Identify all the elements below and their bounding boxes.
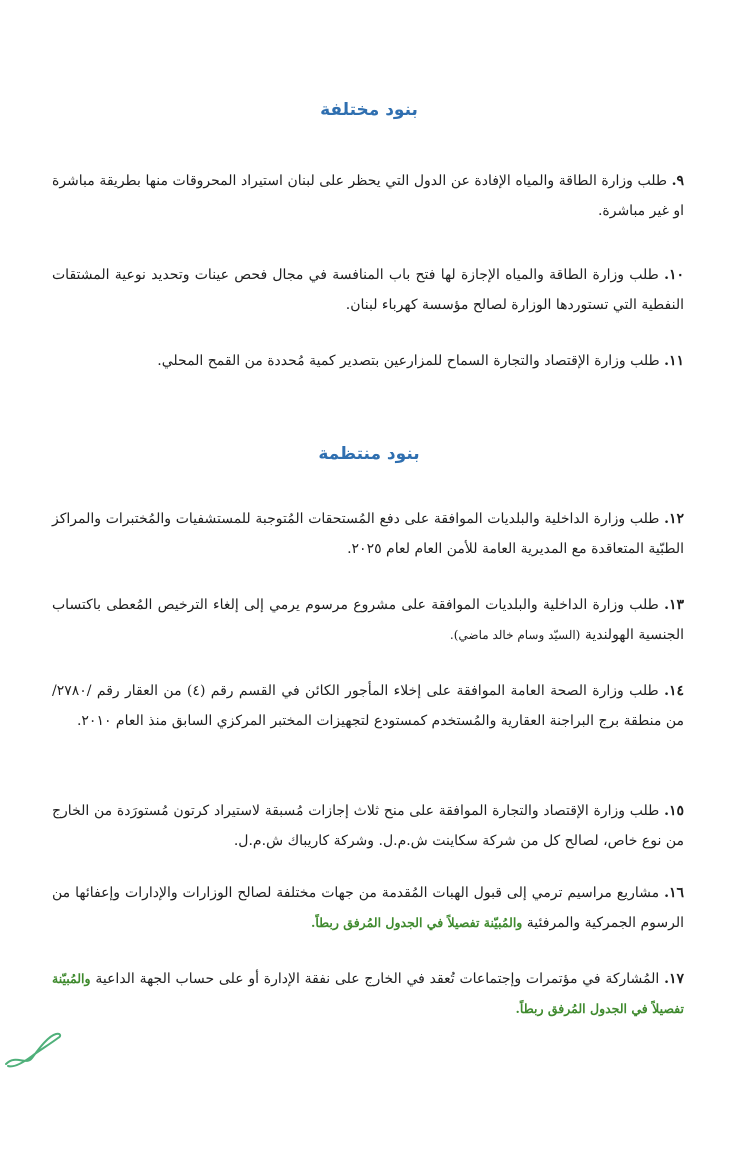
- item-14-text: طلب وزارة الصحة العامة الموافقة على إخلاء المأجور الكائن في القسم رقم (٤) من العقار رقم /٢٧٨٠/ من منطقة برج البراجنة العقارية والمُستخدم كمستودع لتجهيزات المختبر المركزي السابق منذ العام ٢٠١٠.: [52, 683, 684, 729]
- item-13-note: (السيّد وسام خالد ماضي).: [449, 628, 581, 642]
- item-10: [52, 260, 684, 320]
- item-17-number: ١٧.: [664, 971, 684, 987]
- item-15-text: طلب وزارة الإقتصاد والتجارة الموافقة على منح ثلاث إجازات مُسبقة لاستيراد كرتون مُستورَدة من الخارج من نوع خاص، لصالح كل من شركة سكاينت ش.م.ل. وشركة كاريباك ش.م.ل.: [52, 803, 684, 849]
- item-17-table-note: والمُبيّنة تفصيلاً في الجدول المُرفق ربطاً.: [52, 971, 684, 1016]
- item-12-text: طلب وزارة الداخلية والبلديات الموافقة على دفع المُستحقات المُتوجبة للمستشفيات والمُختبرات والمراكز الطبّية المتعاقدة مع المديرية العامة للأمن العام لعام ٢٠٢٥.: [52, 511, 684, 557]
- item-9: [52, 166, 684, 226]
- item-17-text: المُشاركة في مؤتمرات وإجتماعات تُعقد في الخارج على نفقة الإدارة أو على حساب الجهة الداعية: [95, 971, 660, 987]
- item-13-number: ١٣.: [664, 597, 685, 613]
- item-11: [52, 346, 684, 376]
- item-11-text: طلب وزارة الإقتصاد والتجارة السماح للمزارعين بتصدير كمية مُحددة من القمح المحلي.: [157, 353, 660, 369]
- heading-regular-items: بنود منتظمة: [318, 444, 420, 464]
- item-16: [52, 878, 684, 938]
- item-15-number: ١٥.: [664, 803, 684, 819]
- item-16-table-note: والمُبيّنة تفصيلاً في الجدول المُرفق ربطاً.: [310, 915, 523, 930]
- item-16-text: مشاريع مراسيم ترمي إلى قبول الهبات المُقدمة من جهات مختلفة لصالح الوزارات والإدارات وإعفائها من الرسوم الجمركية والمرفئية: [52, 885, 684, 931]
- item-10-text: طلب وزارة الطاقة والمياه الإجازة لها فتح باب المنافسة في مجال فحص عينات وتحديد نوعية المشتقات النفطية التي تستوردها الوزارة لصالح مؤسسة كهرباء لبنان.: [52, 267, 684, 313]
- item-13: [52, 590, 684, 650]
- item-13-text: طلب وزارة الداخلية والبلديات الموافقة على مشروع مرسوم يرمي إلى إلغاء الترخيص المُعطى باكتساب الجنسية الهولندية: [52, 597, 684, 643]
- item-14-number: ١٤.: [664, 683, 684, 699]
- item-9-text: طلب وزارة الطاقة والمياه الإفادة عن الدول التي يحظر على لبنان استيراد المحروقات منها بطريقة مباشرة او غير مباشرة.: [52, 173, 684, 219]
- item-14: [52, 676, 684, 736]
- item-9-number: ٩.: [671, 173, 685, 189]
- item-11-number: ١١.: [664, 353, 684, 369]
- heading-misc-items: بنود مختلفة: [320, 100, 418, 120]
- item-10-number: ١٠.: [664, 267, 685, 283]
- item-12: [52, 504, 684, 564]
- signature-mark: [2, 1028, 64, 1076]
- item-12-number: ١٢.: [664, 511, 684, 527]
- item-17: [52, 964, 684, 1024]
- item-16-number: ١٦.: [664, 885, 684, 901]
- item-15: [52, 796, 684, 856]
